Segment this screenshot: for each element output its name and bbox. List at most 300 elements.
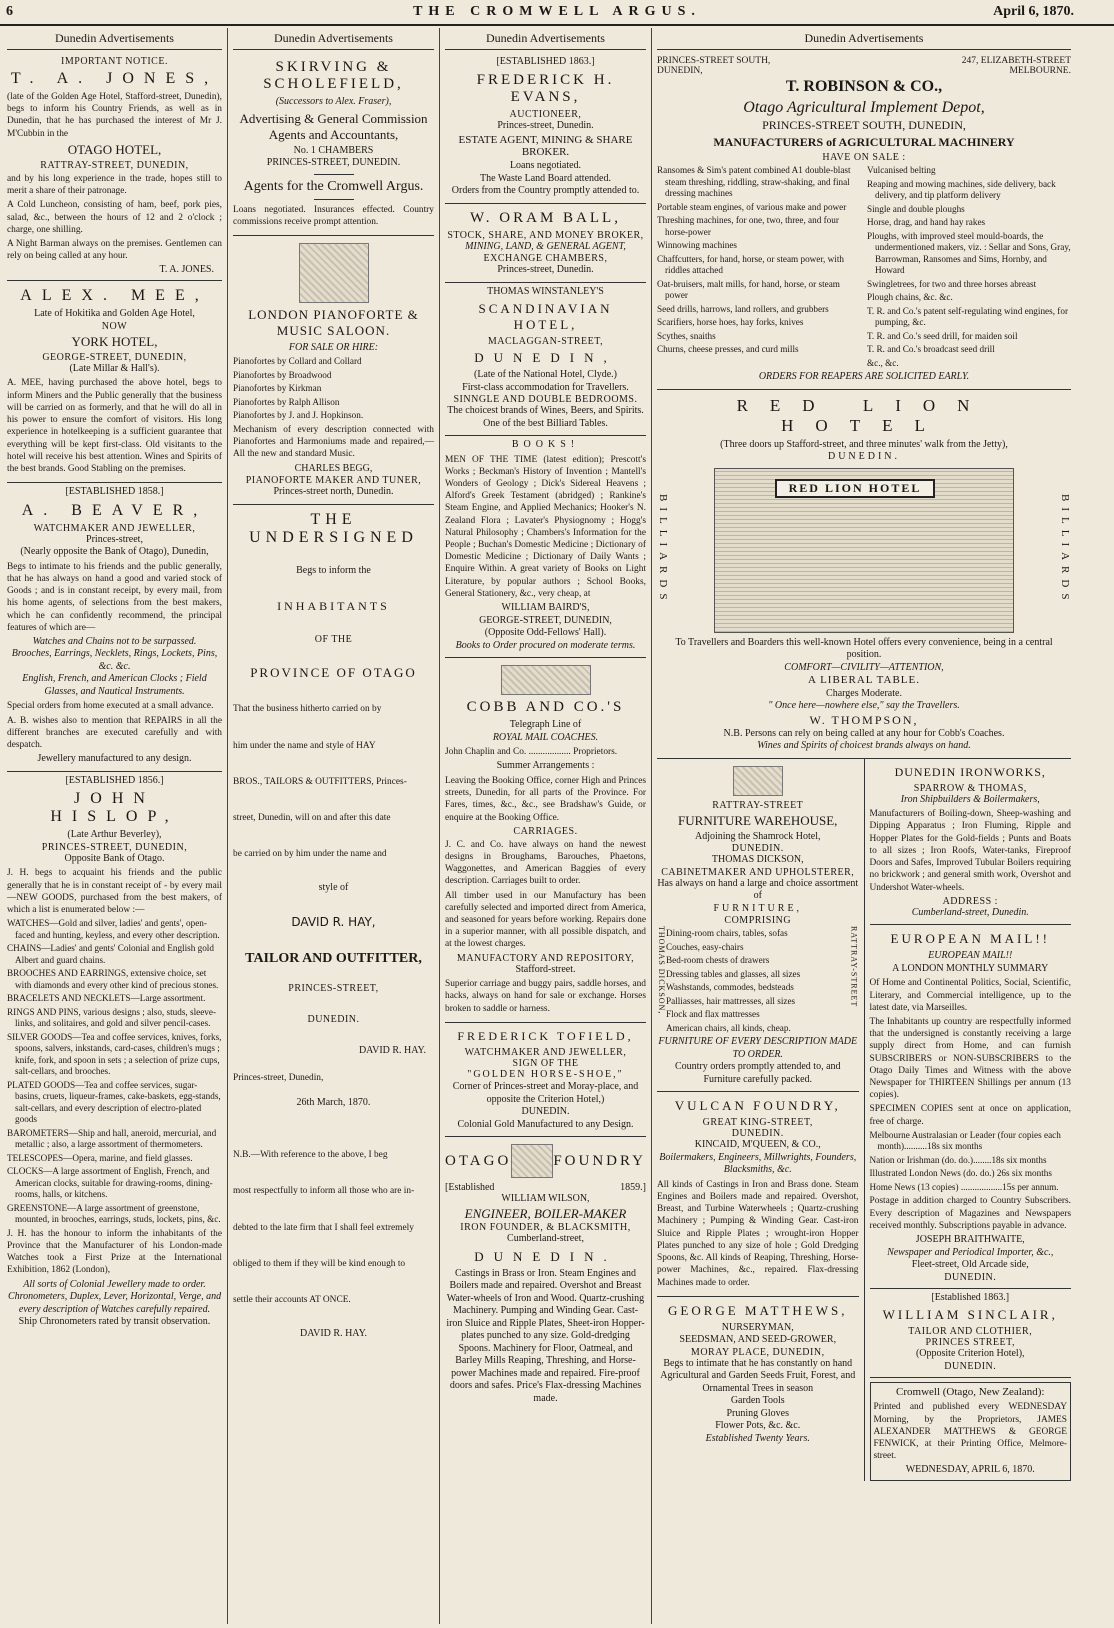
- ad-line: FURNITURE OF EVERY DESCRIPTION MADE TO ORDER.: [658, 1036, 858, 1060]
- list-item: CHAINS—Ladies' and gents' Colonial and English gold Albert and guard chains.: [7, 943, 214, 965]
- ad-line: ORDERS FOR REAPERS ARE SOLICITED EARLY.: [758, 371, 970, 382]
- ad-york-hotel: [7, 281, 222, 483]
- issue-date: April 6, 1870.: [993, 4, 1074, 19]
- masthead: [0, 0, 1114, 26]
- red-lion-hotel-illustration: [714, 468, 1014, 633]
- column-2: [228, 28, 440, 1624]
- ad-tofield: [445, 1023, 646, 1138]
- ad-line: A LONDON MONTHLY SUMMARY: [892, 962, 1049, 974]
- advertiser-name: RED LION HOTEL: [736, 395, 992, 435]
- list-item: Threshing machines, for one, two, three, and four horse-power: [657, 215, 839, 237]
- trade: PIANOFORTE MAKER AND TUNER,: [245, 475, 422, 487]
- established: [Established 1863.]: [931, 1291, 1010, 1303]
- list-item: Ploughs, with improved steel mould-boards, the undermentioned makers, viz. : Sellar and Sons, Gray, Barrowman, Ransomes and Sims, Hornby, and Howard: [867, 230, 1071, 275]
- ad-line: Telegraph Line of: [509, 719, 582, 731]
- address: Cumberland-street, Dunedin.: [911, 906, 1029, 918]
- ad-line: John Chaplin and Co. .................. Proprietors.: [445, 747, 618, 758]
- signature: DAVID R. HAY.: [299, 1328, 368, 1340]
- ad-line: Loans negotiated.: [509, 160, 582, 171]
- imprint: [870, 1382, 1072, 1481]
- owner: JOSEPH BRAITHWAITE,: [915, 1234, 1025, 1246]
- ad-line: Brooches, Earrings, Necklets, Rings, Lockets, Pins, &c. &c.: [11, 648, 218, 672]
- list-item: Garden Tools: [730, 1395, 785, 1407]
- list-item: BROOCHES AND EARRINGS, extensive choice, set with diamonds and every other kind of precious stones.: [7, 968, 219, 990]
- address: PRINCES-STREET SOUTH, DUNEDIN,: [762, 118, 966, 132]
- ad-body: (late of the Golden Age Hotel, Stafford-street, Dunedin), begs to inform his Country Friends, as well as in Dunedin, that he has purchased the interest of Mr J. M'Cubbin in the: [7, 92, 222, 139]
- trade: WATCHMAKER AND JEWELLER,: [33, 522, 196, 534]
- ad-line: DAVID R. HAY,: [291, 914, 376, 929]
- ad-line: obliged to them if they will be kind enough to: [233, 1258, 406, 1269]
- list-item: WATCHES—Gold and silver, ladies' and gents', open-faced and hunting, keyless, and every other description.: [7, 918, 220, 940]
- ad-line: First-class accommodation for Travellers.: [462, 381, 629, 393]
- signature: T. A. JONES.: [159, 264, 214, 276]
- ad-body: Postage in addition charged to Country Subscribers. Every description of Magazines and Newspapers received monthly. Subscriptions payable in advance.: [869, 1196, 1071, 1231]
- list-item: Horse, drag, and hand hay rakes: [867, 217, 986, 227]
- ad-line: Late of Hokitika and Golden Age Hotel,: [34, 308, 195, 320]
- ad-body: To Travellers and Boarders this well-known Hotel offers every convenience, being in a central position.: [675, 636, 1053, 660]
- ad-line: 26th March, 1870.: [296, 1096, 371, 1108]
- ad-skirving: [233, 53, 434, 236]
- ad-cobb: [445, 658, 646, 1023]
- imprint-body: Printed and published every WEDNESDAY Morning, by the Proprietors, JAMES ALEXANDER MATTHEWS & GEORGE FENWICK, at their Printing Office, Melmore-street.: [873, 1402, 1067, 1462]
- ad-line: A LIBERAL TABLE.: [808, 674, 920, 686]
- ad-line: Orders from the Country promptly attended to.: [451, 185, 640, 196]
- ad-line: OF THE: [314, 634, 353, 646]
- city: DUNEDIN.: [521, 1106, 570, 1118]
- ad-furniture: [657, 759, 859, 1093]
- ad-line: Country orders promptly attended to, and Furniture carefully packed.: [674, 1061, 841, 1085]
- page-number: 6: [6, 4, 13, 19]
- advertiser-name: T. A. JONES,: [10, 70, 219, 87]
- city: DUNEDIN.: [474, 1248, 617, 1264]
- list-item: Single and double ploughs: [867, 203, 965, 214]
- signature: WILLIAM BAIRD'S,: [501, 602, 590, 614]
- trade: ENGINEER, BOILER-MAKER: [464, 1205, 627, 1221]
- ad-line: TAILOR AND OUTFITTER,: [245, 950, 422, 966]
- ad-vulcan-foundry: [657, 1092, 859, 1296]
- ad-line: MANUFACTORY AND REPOSITORY,: [456, 952, 635, 964]
- established: Established Twenty Years.: [705, 1432, 810, 1444]
- ad-line: FOR SALE OR HIRE:: [288, 341, 379, 353]
- ad-line: Corner of Princes-street and Moray-place, and: [452, 1081, 639, 1093]
- ad-body: Loans negotiated. Insurances effected. Country commissions receive prompt attention.: [233, 204, 434, 227]
- city: DUNEDIN.: [827, 451, 901, 462]
- list-item: Bed-room chests of drawers: [666, 955, 770, 966]
- ad-line: Wines and Spirits of choicest brands always on hand.: [757, 740, 971, 752]
- ad-books: [445, 436, 646, 658]
- list-item: TELESCOPES—Opera, marine, and field glasses.: [7, 1152, 193, 1163]
- address: MORAY PLACE, DUNEDIN,: [690, 1346, 825, 1358]
- ad-body: Begs to intimate that he has constantly on hand Agricultural and Garden Seeds Fruit, Forest, and Ornamental Trees in season: [660, 1357, 856, 1394]
- ad-line: Watches and Chains not to be surpassed.: [32, 635, 197, 647]
- side-label: RATTRAY-STREET: [849, 926, 859, 1008]
- street: PRINCES-STREET, DUNEDIN,: [41, 841, 188, 853]
- ad-line: COMFORT—CIVILITY—ATTENTION,: [784, 661, 944, 673]
- street: RATTRAY-STREET, DUNEDIN,: [40, 159, 189, 171]
- ad-line: (Three doors up Stafford-street, and three minutes' walk from the Jetty),: [720, 438, 1008, 450]
- list-item: Dressing tables and glasses, all sizes: [666, 968, 801, 979]
- trade: MINING, LAND, & GENERAL AGENT,: [465, 240, 626, 252]
- advertiser-name: FOUNDRY: [553, 1152, 646, 1169]
- list-item: CLOCKS—A large assortment of English, French, and American clocks, suitable for drawing-rooms, dining-rooms, halls, or kitchens.: [7, 1166, 213, 1200]
- ad-oram-ball: [445, 204, 646, 283]
- ad-body: Of Home and Continental Politics, Social, Scientific, Literary, and Commercial intelligence, up to the latest date, via Marseilles.: [869, 978, 1071, 1013]
- ad-line: "GOLDEN HORSE-SHOE,": [467, 1068, 624, 1080]
- owner: KINCAID, M'QUEEN, & CO.,: [694, 1139, 821, 1151]
- ad-line: settle their accounts AT ONCE.: [233, 1295, 351, 1306]
- city: DUNEDIN.: [731, 1128, 784, 1140]
- side-label: THOMAS DICKSON,: [657, 926, 666, 1015]
- address: Princes-street, Dunedin.: [497, 264, 594, 275]
- ad-line: FURNITURE,: [713, 902, 803, 914]
- ad-line: Books to Order procured on moderate terms.: [455, 639, 636, 651]
- ad-body: SPECIMEN COPIES sent at once on application, free of charge.: [869, 1104, 1071, 1127]
- list-item: Melbourne Australasian or Leader (four copies each month)..........18s six months: [869, 1129, 1061, 1152]
- ad-body: The Inhabitants up country are respectfully informed that the undersigned is constantly receiving a large supply direct from Home, and can furnish SUBSCRIBERS or NON-SUBSCRIBERS to the Otago Daily Times and Witness with the above Newspaper for THIRTEEN Shillings per annum (13 copies).: [869, 1016, 1071, 1101]
- advertiser-name: GEORGE MATTHEWS,: [668, 1302, 848, 1318]
- column-header: Dunedin Advertisements: [233, 28, 434, 50]
- list-item: Home News (13 copies) ..................15s per annum.: [869, 1181, 1059, 1192]
- ad-hislop: [7, 772, 222, 1334]
- ad-line: Colonial Gold Manufactured to any Design.: [457, 1118, 634, 1130]
- ad-body: All timber used in our Manufactury has been carefully selected and imported direct from America, and seasoned for years before working. Repairs done in a superior manner, with all possible dispatch, and at the lowest charges.: [445, 890, 646, 950]
- address: Princes-street, Dunedin.: [497, 119, 594, 131]
- ad-line: PRINCES-STREET,: [288, 983, 379, 995]
- piano-illustration: [299, 243, 369, 303]
- ad-line: One of the best Billiard Tables.: [483, 417, 608, 429]
- ad-body: and by his long experience in the trade, hopes still to merit a share of their patronage.: [7, 173, 222, 197]
- ad-line: (Opposite Criterion Hotel),: [915, 1348, 1025, 1360]
- street: Princes-street,: [86, 533, 143, 545]
- list-item: Washstands, commodes, bedsteads: [666, 982, 794, 993]
- newspaper-title: THE CROMWELL ARGUS.: [413, 4, 701, 19]
- furniture-illustration: [733, 766, 783, 796]
- ad-line: Summer Arrangements :: [496, 760, 595, 772]
- established: [Established: [445, 1182, 495, 1194]
- list-item: BRACELETS AND NECKLETS—Large assortment.: [7, 993, 206, 1004]
- signature: CHARLES BEGG,: [294, 462, 373, 474]
- advertiser-name: FREDERICK TOFIELD,: [457, 1028, 634, 1043]
- ad-sinclair: [870, 1289, 1072, 1378]
- established: [ESTABLISHED 1856.]: [65, 774, 164, 786]
- trade: AUCTIONEER,: [509, 108, 582, 120]
- established: [ESTABLISHED 1858.]: [65, 486, 164, 498]
- imprint-date: WEDNESDAY, APRIL 6, 1870.: [905, 1464, 1035, 1476]
- ad-body: Castings in Brass or Iron. Steam Engines and Boilers made and repaired. Overshot and Breast Water-wheels of Iron and Wood. Quartz-crushing Machinery. Pumping and Winding Gear. Cast-iron Sluice and Ripple Plates, Sheet-iron Hopper-plates punched to any size. Gold-dredging Spoons. Machinery for Floor, Oatmeal, and Barley Mills Reaping, Threshing, and Horse-power Machines made and repaired. Fire-proof doors and safes. Price's Flax-dressing Machines made.: [446, 1267, 645, 1404]
- list-item: Flower Pots, &c. &c.: [715, 1420, 801, 1432]
- address: Fleet-street, Old Arcade side,: [911, 1259, 1029, 1271]
- owner: W. THOMPSON,: [809, 712, 919, 727]
- city: DUNEDIN.: [731, 843, 784, 855]
- street: GREAT KING-STREET,: [702, 1117, 813, 1129]
- list-item: Pianofortes by Ralph Allison: [233, 396, 340, 407]
- list-item: Nation or Irishman (do. do.)........18s six months: [869, 1154, 1047, 1165]
- advertiser-name: VULCAN FOUNDRY,: [674, 1098, 841, 1114]
- ad-body: A Cold Luncheon, consisting of ham, beef, pork pies, salad, &c., between the hours of 12 and 2 o'clock ; charge, one shilling.: [7, 200, 222, 235]
- ad-line: him under the name and style of HAY: [233, 740, 376, 751]
- ad-line: (Late Arthur Beverley),: [67, 829, 162, 841]
- advertiser-name: SCANDINAVIAN HOTEL,: [478, 301, 613, 332]
- trade: STOCK, SHARE, AND MONEY BROKER,: [447, 229, 644, 241]
- ad-line: ADDRESS :: [942, 895, 998, 907]
- trade: NURSERYMAN,: [721, 1321, 794, 1333]
- list-item: Pianofortes by J. and J. Hopkinson.: [233, 410, 364, 421]
- owner: THOMAS DICKSON,: [711, 854, 804, 866]
- trade: Newspaper and Periodical Importer, &c.,: [887, 1246, 1054, 1258]
- ad-line: THOMAS WINSTANLEY'S: [487, 285, 604, 297]
- list-item: Dining-room chairs, tables, sofas: [666, 928, 788, 939]
- ad-line: The Waste Land Board attended.: [480, 172, 611, 184]
- list-item: T. R. and Co.'s patent self-regulating wind engines, for pumping, &c.: [867, 305, 1069, 327]
- list-item: Ransomes & Sim's patent combined A1 double-blast steam threshing, riddling, straw-shaking, and final dressing machines: [657, 165, 851, 198]
- ad-piano: [233, 236, 434, 505]
- address: PRINCES-STREET SOUTH, DUNEDIN,: [657, 56, 771, 76]
- list-item: Portable steam engines, of various make and power: [657, 201, 847, 212]
- list-item: Pianofortes by Broadwood: [233, 369, 332, 380]
- column-header: Dunedin Advertisements: [657, 28, 1071, 50]
- ad-line: most respectfully to inform all those who are in-: [233, 1186, 415, 1197]
- ad-line: All sorts of Colonial Jewellery made to order.: [23, 1278, 206, 1290]
- divider: [314, 174, 354, 175]
- ad-line: The choicest brands of Wines, Beers, and Spirits.: [447, 405, 644, 416]
- ad-body: A. B. wishes also to mention that REPAIRS in all the different branches are executed carefully and with despatch.: [7, 715, 222, 751]
- ad-line: Agents for the Cromwell Argus.: [243, 178, 424, 194]
- advertiser-name: FREDERICK H. EVANS,: [476, 71, 615, 105]
- advertiser-name: COBB AND CO.'S: [466, 699, 625, 716]
- hotel-sign: RED LION HOTEL: [775, 479, 935, 498]
- lower-right-section: [657, 759, 1071, 1481]
- ad-line: HAVE ON SALE :: [822, 152, 906, 163]
- ad-line: PROVINCE OF OTAGO: [250, 665, 417, 681]
- list-item: Scarifiers, horse hoes, hay forks, knives: [657, 317, 804, 327]
- ad-line: SIGN OF THE: [512, 1057, 579, 1069]
- ad-heading: BOOKS!: [511, 439, 580, 450]
- list-item: Scythes, snaiths: [657, 330, 716, 341]
- ad-line: (Late of the National Hotel, Clyde.): [473, 369, 617, 380]
- ad-line: BROS., TAILORS & OUTFITTERS, Princes-: [233, 776, 407, 787]
- address: Princes-street north, Dunedin.: [273, 486, 394, 498]
- ad-european-mail: [870, 925, 1072, 1288]
- coach-illustration: [501, 665, 591, 695]
- ad-line: street, Dunedin, will on and after this date: [233, 813, 391, 823]
- ad-line: style of: [318, 882, 349, 894]
- advertiser-name: EUROPEAN MAIL!!: [890, 931, 1050, 947]
- ad-scandinavian-hotel: [445, 283, 646, 437]
- advertiser-name: A. BEAVER,: [21, 501, 208, 519]
- ad-line: DUNEDIN.: [307, 1014, 360, 1026]
- ad-heading: MANUFACTURERS of AGRICULTURAL MACHINERY: [713, 135, 1015, 149]
- trade: Advertising & General Commission Agents and Accountants,: [239, 110, 428, 142]
- list-item: Churns, cheese presses, and curd mills: [657, 344, 799, 354]
- trade: CABINETMAKER AND UPHOLSTERER,: [661, 866, 855, 878]
- ad-line: (Opposite Odd-Fellows' Hall).: [484, 627, 607, 639]
- ad-heading: THE UNDERSIGNED: [249, 510, 418, 546]
- established: 1859.]: [620, 1182, 646, 1194]
- list-item: Seed drills, harrows, land rollers, and grubbers: [657, 303, 829, 314]
- hotel-name: YORK HOTEL,: [71, 333, 158, 349]
- advertiser-name: W. ORAM BALL,: [470, 209, 621, 226]
- street: MACLAGGAN-STREET,: [487, 336, 604, 347]
- owner: SPARROW & THOMAS,: [913, 782, 1027, 794]
- ad-matthews: [657, 1297, 859, 1451]
- list-item: GREENSTONE—A large assortment of greenstone, mounted, in brooches, earrings, studs, lockets, pins, &c.: [7, 1202, 221, 1225]
- street: Cumberland-street,: [507, 1233, 584, 1245]
- ad-line: Stafford-street.: [515, 963, 576, 975]
- ad-body: Mechanism of every description connected with Pianofortes and Harmoniums made and repaired,—All the new and standard Music.: [233, 424, 434, 460]
- column-header: Dunedin Advertisements: [445, 28, 646, 50]
- trade: IRON FOUNDER, & BLACKSMITH,: [460, 1222, 631, 1234]
- ad-body: Superior carriage and buggy pairs, saddle horses, and hacks, always on hand for sale or exchange. Horses broken to saddle or harness.: [445, 979, 646, 1014]
- list-item: Flock and flax mattresses: [666, 1009, 760, 1020]
- imprint-title: Cromwell (Otago, New Zealand):: [896, 1385, 1045, 1398]
- ad-line: Has always on hand a large and choice assortment of: [657, 877, 859, 902]
- ad-red-lion: [657, 390, 1071, 759]
- list-item: Winnowing machines: [657, 240, 738, 250]
- advertiser-name: LONDON PIANOFORTE & MUSIC SALOON.: [248, 306, 419, 338]
- trade: TAILOR AND CLOTHIER,: [908, 1326, 1033, 1338]
- city: DUNEDIN,: [474, 350, 617, 365]
- column-1: [2, 28, 228, 1624]
- street: GEORGE-STREET, DUNEDIN,: [42, 351, 187, 363]
- list-item: Chaffcutters, for hand, horse, or steam power, with riddles attached: [657, 253, 844, 275]
- ad-line: ROYAL MAIL COACHES.: [492, 731, 599, 743]
- advertiser-name: JOHN HISLOP,: [50, 790, 179, 826]
- list-item: BAROMETERS—Ship and hall, aneroid, mercurial, and metallic ; also, a large assortment of thermometers.: [7, 1127, 217, 1150]
- street: GEORGE-STREET, DUNEDIN,: [479, 614, 612, 626]
- ad-body: A. MEE, having purchased the above hotel, begs to inform Miners and the Public generally that the business will be carried on as formerly, and that he will do all in his power to ensure the comfort of visitors. His long experience in hotelkeeping is a sufficient guarantee that everything will be kept first-class. Old visitants to the hotel will receive his best attention. Wines and Spirits of the best brands. Good Stabling on the premises.: [7, 378, 222, 474]
- list-item: Couches, easy-chairs: [666, 941, 744, 952]
- trade: Boilermakers, Engineers, Millwrights, Founders, Blacksmiths, &c.: [659, 1151, 857, 1176]
- owner: WILLIAM WILSON,: [501, 1193, 590, 1205]
- advertiser-name: FURNITURE WAREHOUSE,: [678, 812, 838, 828]
- list-item: American chairs, all kinds, cheap.: [666, 1022, 791, 1033]
- list-item: Pianofortes by Collard and Collard: [233, 356, 362, 367]
- trade: WATCHMAKER AND JEWELLER,: [464, 1046, 627, 1058]
- ad-line: N.B.—With reference to the above, I beg: [233, 1150, 388, 1161]
- ad-body: J. H. begs to acquaint his friends and the public generally that he is in constant receipt of - by every mail —NEW GOODS, purchased from the best makers, of which a list is enumerated below :—: [7, 868, 222, 915]
- ad-body: MEN OF THE TIME (latest edition); Prescott's Works ; Beckman's History of Invention ; Mantell's Wonders of Geology ; Dick's Sidereal Heavens ; Alford's Greek Testament (abridged) ; Rankine's Steam Engine, and Applied Mechanics; Hooker's N. Zealand Flora ; Lavater's Physiognomy ; Hogg's Natural Philosophy ; Chambers's Information for the People ; Buchan's Domestic Medicine ; Dictionary of Domestic Medicine ; Dictionary of Daily Wants ; Enquire Within. A great variety of Books on Light Literature, by popular authors ; School Books, General Stationery, &c., very cheap, at: [445, 454, 646, 599]
- ad-hay: [233, 505, 434, 1346]
- ad-body: A Night Barman always on the premises. Gentlemen can rely on being called at any hour.: [7, 238, 222, 262]
- ad-line: Chronometers, Duplex, Lever, Horizontal, Verge, and every description of Watches carefully repaired.: [7, 1291, 222, 1315]
- ad-line: Jewellery manufactured to any design.: [37, 753, 192, 765]
- list-item: SILVER GOODS—Tea and coffee services, knives, forks, spoons, salvers, inkstands, card-cases, children's mugs ; knife, fork, and spoon in sets ; a selection of prize cups, salt-cellars, and brooches.: [7, 1031, 222, 1077]
- ad-line: INHABITANTS: [277, 599, 390, 614]
- list-item: Illustrated London News (do. do.) 26s six months: [869, 1168, 1052, 1179]
- ad-line: CARRIAGES.: [513, 825, 578, 837]
- ad-body: Begs to intimate to his friends and the public generally, that he has always on hand a good and varied stock of Goods ; and is in constant receipt, by every mail, from his home agents, of selections from the best makers, which he can confidently recommend, the principal features of which are—: [7, 561, 222, 633]
- ad-line: Princes-street, Dunedin,: [233, 1073, 324, 1084]
- ad-line: That the business hitherto carried on by: [233, 704, 382, 715]
- list-item: Swingletrees, for two and three horses abreast: [867, 278, 1037, 289]
- list-item: RINGS AND PINS, various designs ; also, studs, sleeve-links, and solitaires, and gold and silver pencil-cases.: [7, 1006, 217, 1029]
- divider: [314, 199, 354, 200]
- notice-heading: IMPORTANT NOTICE.: [61, 56, 168, 67]
- ad-line: Adjoining the Shamrock Hotel,: [694, 830, 821, 842]
- advertiser-name: DUNEDIN IRONWORKS,: [894, 764, 1046, 779]
- address: PRINCES-STREET, DUNEDIN.: [266, 157, 401, 168]
- ad-line: be carried on by him under the name and: [233, 849, 387, 860]
- list-item: Oat-bruisers, malt mills, for hand, horse, or steam power: [657, 278, 840, 300]
- ad-line: debted to the late firm that I shall feel extremely: [233, 1222, 414, 1233]
- ad-dunedin-ironworks: [870, 759, 1072, 926]
- ad-line: Charges Moderate.: [826, 687, 902, 699]
- ad-body: J. C. and Co. have always on hand the newest designs in Broughams, Barouches, Phaetons, Waggonettes, and American Baggies of every description. Carriages built to order.: [445, 839, 646, 887]
- list-item: PLATED GOODS—Tea and coffee services, sugar-basins, cruets, liqueur-frames, cake-baskets, egg-stands, salt-cellars, and every description of electro-plated goods: [7, 1079, 221, 1125]
- city: DUNEDIN.: [944, 1271, 997, 1283]
- advertiser-name: SKIRVING & SCHOLEFIELD,: [263, 59, 404, 92]
- list-item: Palliasses, hair mattresses, all sizes: [666, 995, 796, 1006]
- trade: Iron Shipbuilders & Boilermakers,: [900, 793, 1040, 805]
- ad-line: NOW: [101, 320, 128, 332]
- ad-robinson: [657, 53, 1071, 390]
- list-item: &c., &c.: [867, 357, 899, 368]
- ad-evans: [445, 53, 646, 204]
- advertiser-name: ALEX. MEE,: [20, 287, 209, 305]
- list-item: Pianofortes by Kirkman: [233, 383, 322, 394]
- ad-line: " Once here—nowhere else," say the Travellers.: [768, 700, 960, 712]
- ad-line: SINNGLE AND DOUBLE BEDROOMS.: [453, 394, 638, 405]
- ad-line: Begs to inform the: [296, 564, 371, 576]
- signature: DAVID R. HAY.: [358, 1045, 426, 1057]
- list-item: Reaping and mowing machines, side delivery, back delivery, and tip platform delivery: [867, 178, 1056, 200]
- ad-body: Special orders from home executed at a small advance.: [7, 701, 214, 712]
- advertiser-name: WILLIAM SINCLAIR,: [882, 1307, 1058, 1323]
- ad-body: Manufacturers of Boiling-down, Sheep-washing and Dipping Apparatus ; Iron Fluming, Ripple and Hopper Plates for the Gold-fields ; Punts and Boats to all sizes ; Iron Roofs, Water-tanks, Fireproof Doors and Safes, Improved Tubular Boilers requiring no brickwork ; and general smith work, Overshot and Undershot Water-wheels.: [869, 809, 1071, 893]
- ad-beaver: [7, 483, 222, 772]
- list-item: Pruning Gloves: [726, 1407, 789, 1419]
- ad-line: EUROPEAN MAIL!!: [928, 950, 1013, 962]
- list-item: Vulcanised belting: [867, 165, 936, 175]
- ad-line: Opposite Bank of Otago.: [64, 852, 165, 864]
- ad-line: ESTATE AGENT, MINING & SHARE BROKER.: [458, 134, 633, 158]
- locomotive-illustration: [511, 1144, 553, 1178]
- advertiser-name: OTAGO: [445, 1152, 512, 1169]
- ad-line: Ship Chronometers rated by transit observation.: [18, 1316, 211, 1328]
- column-4: [652, 28, 1076, 1624]
- advertiser-name: T. ROBINSON & CO.,: [785, 78, 943, 95]
- column-3: [440, 28, 652, 1624]
- ad-body: J. H. has the honour to inform the inhabitants of the Province that the Manufacturer of his London-made Watches took a First Prize at the International Exhibition, 1862 (London),: [7, 1228, 222, 1276]
- address: EXCHANGE CHAMBERS,: [483, 253, 608, 264]
- address: No. 1 CHAMBERS: [293, 144, 374, 156]
- list-item: Plough chains, &c. &c.: [867, 292, 953, 302]
- ad-line: (Nearly opposite the Bank of Otago), Dunedin,: [20, 546, 209, 558]
- ad-otago-foundry: [445, 1137, 646, 1410]
- trade: SEEDSMAN, AND SEED-GROWER,: [679, 1334, 837, 1346]
- column-header: Dunedin Advertisements: [7, 28, 222, 50]
- street: RATTRAY-STREET: [712, 799, 804, 811]
- established: [ESTABLISHED 1863.]: [496, 56, 595, 67]
- hotel-name: OTAGO HOTEL,: [67, 141, 162, 157]
- list-item: T. R. and Co.'s seed drill, for maiden soil: [867, 330, 1018, 341]
- billiards-side-label: BILLIARDS: [1059, 494, 1071, 606]
- list-item: T. R. and Co.'s broadcast seed drill: [867, 344, 995, 354]
- ad-line: (Late Millar & Hall's).: [69, 362, 160, 374]
- ad-line: N.B. Persons can rely on being called at any hour for Cobb's Coaches.: [723, 727, 1005, 739]
- city: DUNEDIN.: [944, 1360, 997, 1372]
- address: 247, ELIZABETH-STREET MELBOURNE.: [961, 56, 1071, 76]
- ad-body: All kinds of Castings in Iron and Brass done. Steam Engines and Boilers made and repaired. Overshot, Breast, and Turbine Waterwheels ; Quartz-crushing Machinery ; Pumping & Winding Gear. Cast-iron Sluice and Ripple Plates ; wrought-iron Hopper Plates punched to any size of hole ; Gold Dredging Spoons, &c. All kinds of Reaping, Threshing, Horse-power Machines, &c., repaired. Flax-dressing Machines made to order.: [657, 1179, 859, 1288]
- ad-line: English, French, and American Clocks ; Field Glasses, and Nautical Instruments.: [22, 673, 207, 697]
- ad-line: opposite the Criterion Hotel,): [486, 1093, 605, 1105]
- ad-line: (Successors to Alex. Fraser),: [275, 96, 392, 107]
- billiards-side-label: BILLIARDS: [657, 494, 669, 606]
- ad-line: COMPRISING: [724, 915, 792, 927]
- ad-body: Leaving the Booking Office, corner High and Princes streets, Dunedin, for all parts of the Province. For Fares, times, &c., &c., see Bradshaw's Guide, or enquire at the Booking Office.: [445, 775, 646, 823]
- street: PRINCES STREET,: [925, 1337, 1016, 1349]
- ad-otago-hotel: [7, 53, 222, 281]
